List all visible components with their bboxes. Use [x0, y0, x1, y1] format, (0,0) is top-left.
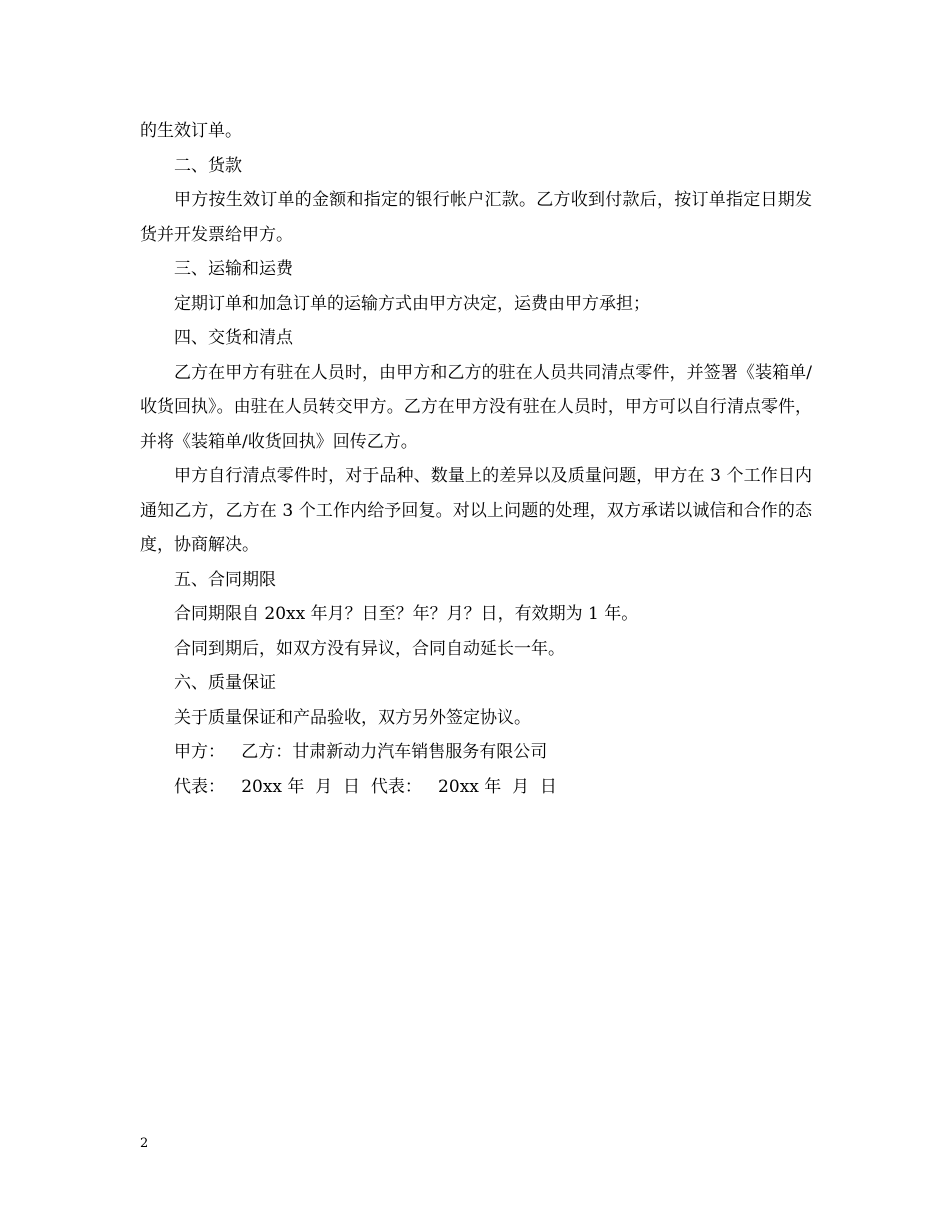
paragraph-term-1: 合同期限自 20xx 年月？日至？年？月？日，有效期为 1 年。	[174, 604, 639, 624]
heading-transport: 三、运输和运费	[174, 259, 293, 279]
paragraph-continuation: 的生效订单。	[140, 121, 242, 141]
paragraph-transport: 定期订单和加急订单的运输方式由甲方决定，运费由甲方承担；	[174, 293, 650, 314]
signature-parties: 甲方： 乙方：甘肃新动力汽车销售服务有限公司	[174, 742, 548, 762]
paragraph-quality: 关于质量保证和产品验收，双方另外签定协议。	[174, 707, 531, 728]
signature-representatives: 代表： 20xx 年 月 日 代表： 20xx 年 月 日	[174, 776, 557, 797]
heading-delivery: 四、交货和清点	[174, 328, 293, 348]
paragraph-term-2: 合同到期后，如双方没有异议，合同自动延长一年。	[174, 638, 565, 659]
page-number: 2	[140, 1136, 149, 1151]
heading-quality: 六、质量保证	[174, 673, 276, 693]
heading-payment: 二、货款	[174, 155, 242, 176]
paragraph-delivery-1: 乙方在甲方有驻在人员时，由甲方和乙方的驻在人员共同清点零件，并签署《装箱单/收货回执》。由驻在人员转交甲方。乙方在甲方没有驻在人员时，甲方可以自行清点零件，并将《装箱单/收货回执》回传乙方。	[140, 362, 812, 452]
document-body	[140, 114, 812, 804]
paragraph-payment: 甲方按生效订单的金额和指定的银行帐户汇款。乙方收到付款后，按订单指定日期发货并开发票给甲方。	[140, 190, 812, 245]
paragraph-delivery-2: 甲方自行清点零件时，对于品种、数量上的差异以及质量问题，甲方在 3 个工作日内通知乙方，乙方在 3 个工作内给予回复。对以上问题的处理，双方承诺以诚信和合作的态度，协商解决。	[140, 466, 812, 555]
heading-term: 五、合同期限	[174, 569, 276, 590]
